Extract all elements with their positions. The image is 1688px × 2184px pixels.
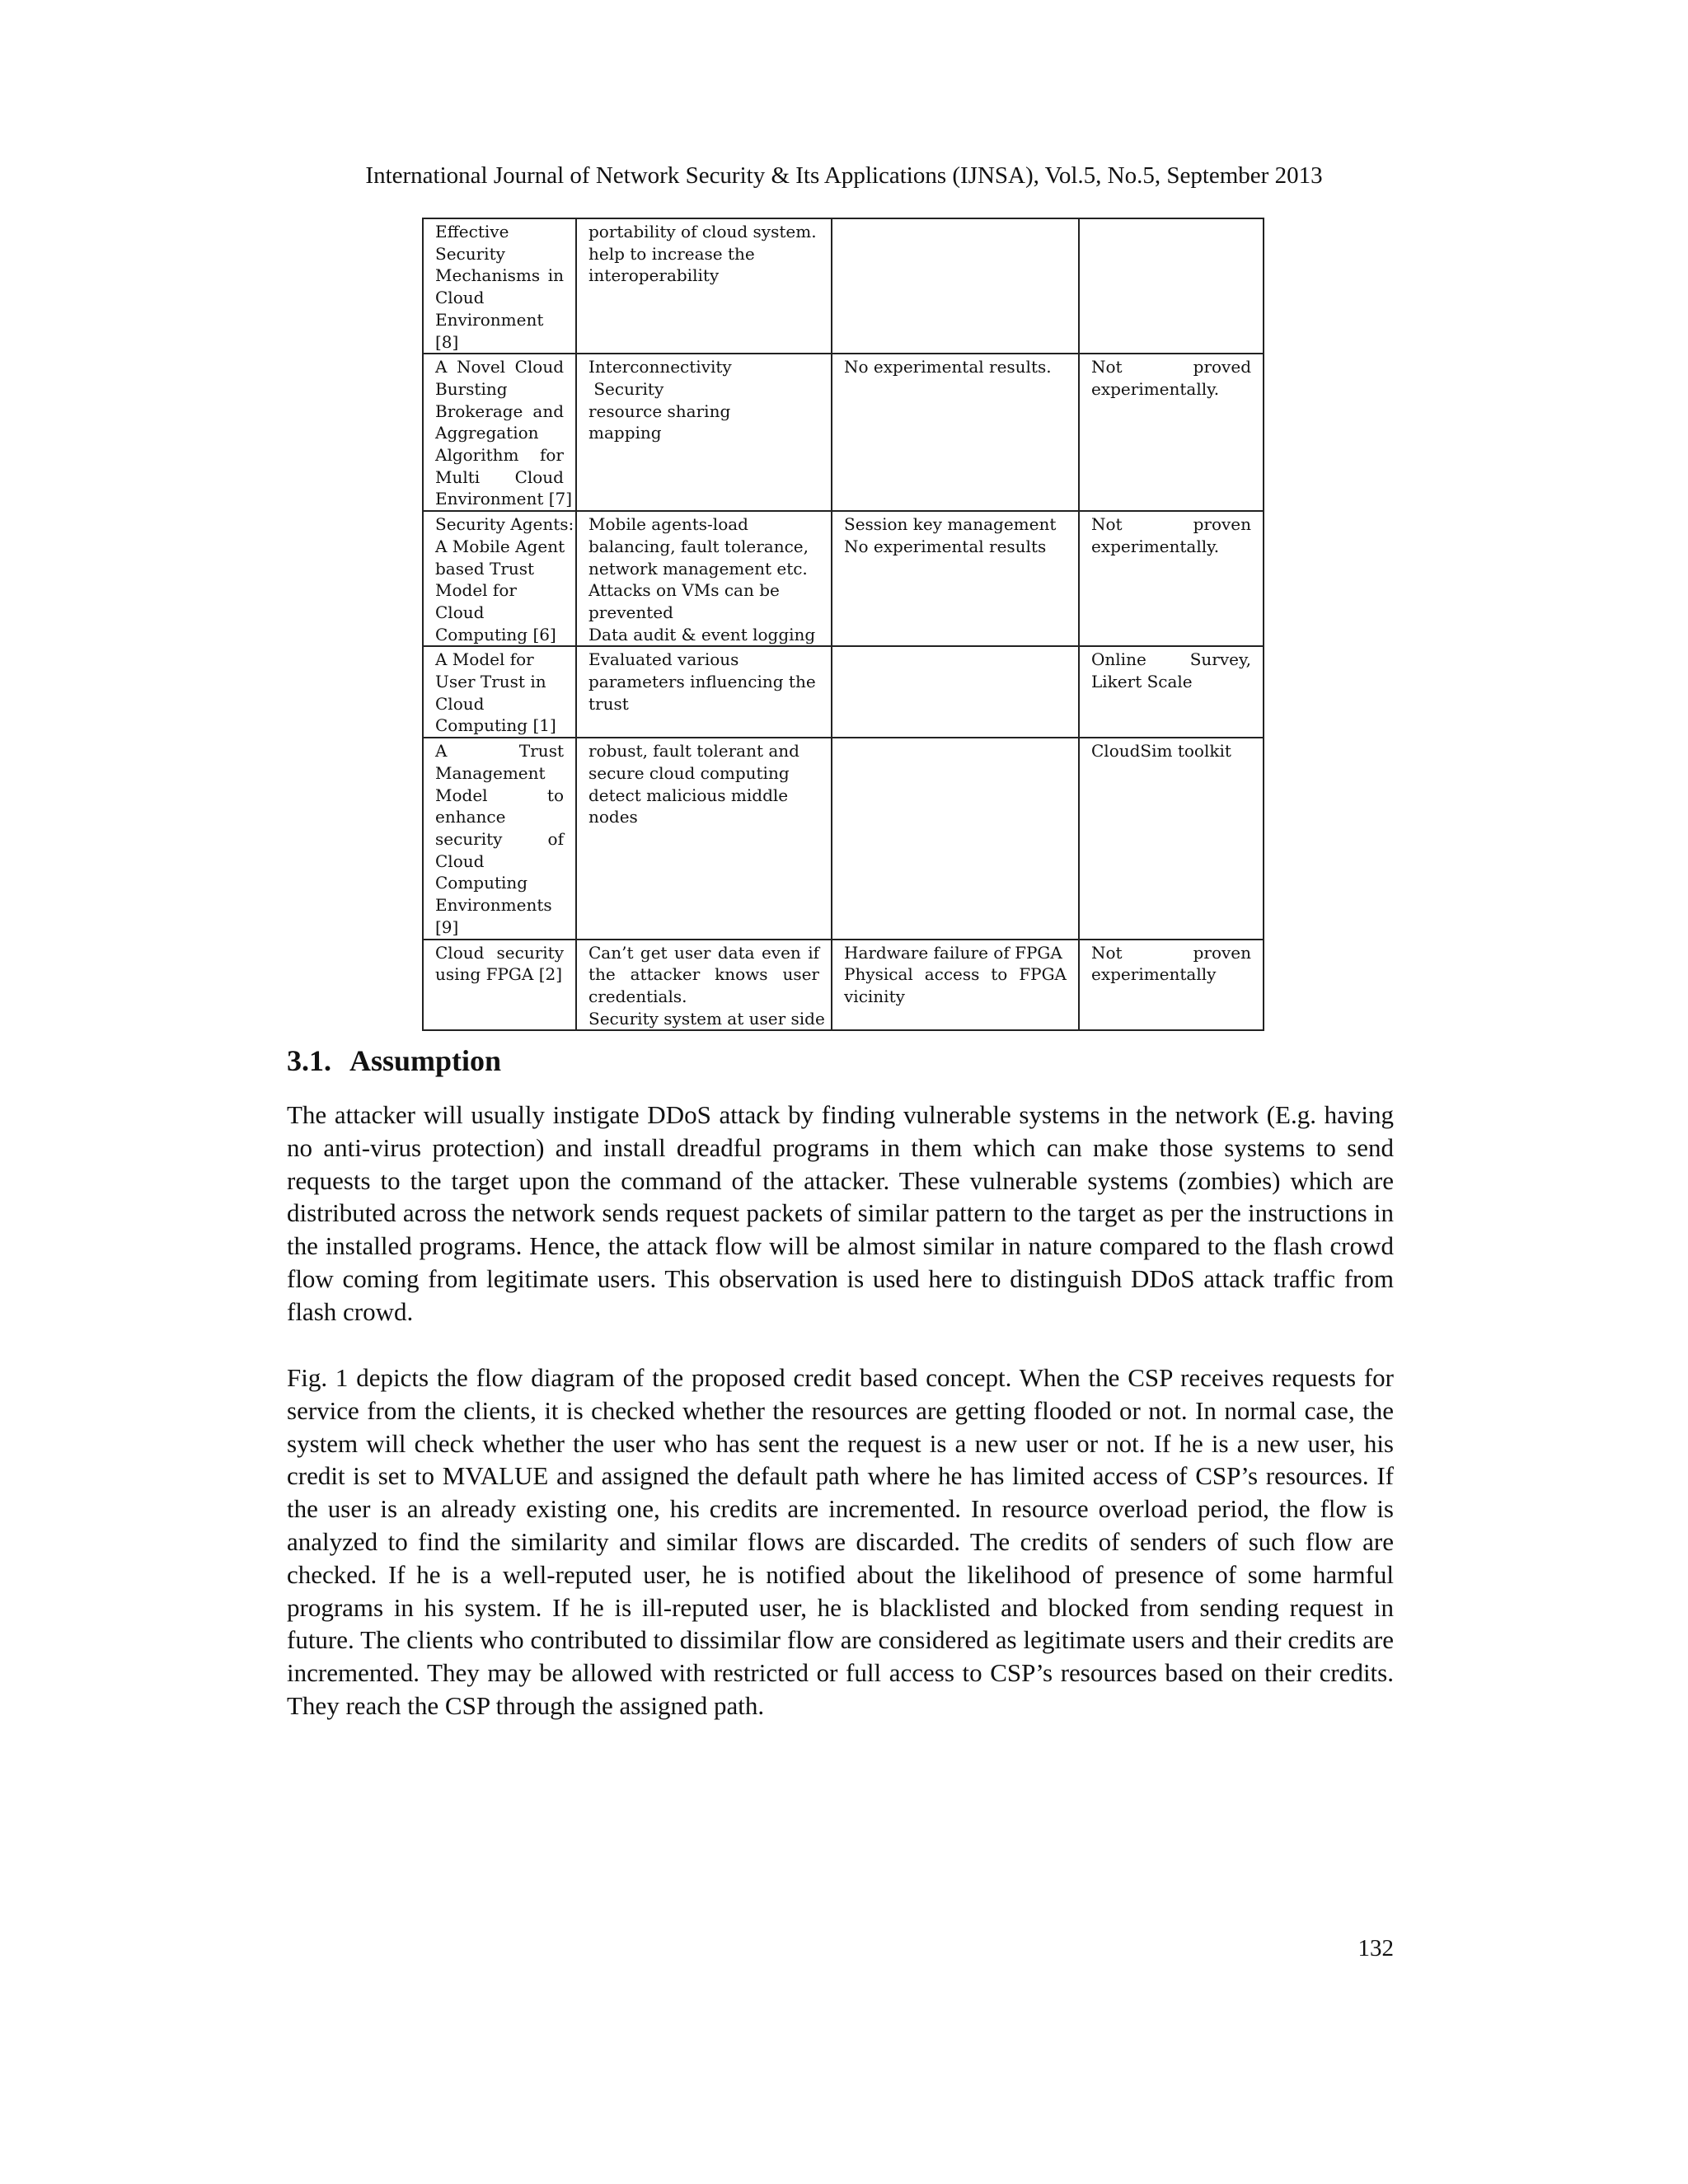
cell-title (423, 738, 576, 939)
cell-line: Not proven (1091, 942, 1251, 963)
cell-line: Computing (435, 873, 528, 893)
body-paragraph: Fig. 1 depicts the flow diagram of the proposed credit based concept. When the CSP receives requests for service from the clients, it is checked whether the resources are getting flooded or not. In normal case, the system will check whether the user who has sent the request is a new user or not. If he is a new user, his credit is set to MVALUE and assigned the default path where he has limited access of CSP’s resources. If the user is an already existing one, his credits are incremented. In resource overload period, the flow is analyzed to find the similarity and similar flows are discarded. The credits of senders of such flow are checked. If he is a well-reputed user, he is notified about the likelihood of presence of some harmful programs in his system. If he is ill-reputed user, he is blacklisted and blocked from sending request in future. The clients who contributed to dissimilar flow are considered as legitimate users and their credits are incremented. They may be allowed with restricted or full access to CSP’s resources based on their credits. They reach the CSP through the assigned path. (287, 1363, 1394, 1720)
cell-issues (832, 218, 1079, 354)
cell-title (423, 511, 576, 646)
cell-line: Cloud (435, 602, 485, 622)
cell-line: Aggregation (435, 423, 539, 443)
table-row (423, 511, 1264, 646)
cell-evaluation (1079, 940, 1264, 1031)
cell-line: Computing [6] (435, 624, 556, 644)
cell-line: Can’t get user data even if (588, 942, 819, 963)
cell-line: CloudSim toolkit (1091, 741, 1231, 762)
cell-line: parameters influencing the (588, 672, 816, 692)
section-heading (287, 1043, 501, 1079)
cell-line: Interconnectivity (588, 357, 732, 377)
table-row (423, 354, 1264, 511)
cell-line: trust (588, 693, 629, 714)
cell-features (576, 218, 832, 354)
cell-features (576, 511, 832, 646)
cell-line: credentials. (588, 986, 687, 1006)
cell-line: Mobile agents-load (588, 514, 748, 535)
cell-line: Management (435, 762, 546, 783)
cell-line: interoperability (588, 265, 720, 286)
cell-features (576, 354, 832, 511)
cell-line: [8] (435, 331, 459, 352)
cell-evaluation (1079, 646, 1264, 738)
cell-evaluation (1079, 511, 1264, 646)
cell-line: Physical access to FPGA (844, 964, 1067, 985)
cell-evaluation (1079, 738, 1264, 939)
cell-line: Likert Scale (1091, 672, 1193, 692)
cell-line: Model to (435, 785, 564, 805)
cell-line: Cloud (435, 693, 485, 714)
cell-line: Online Survey, (1091, 649, 1251, 670)
cell-line: Cloud security (435, 942, 564, 963)
cell-line: security of (435, 828, 564, 849)
survey-table (422, 218, 1264, 1031)
cell-evaluation (1079, 218, 1264, 354)
cell-line: enhance (435, 807, 506, 827)
cell-line: balancing, fault tolerance, (588, 536, 809, 556)
cell-line: Cloud (435, 851, 485, 871)
table-row (423, 218, 1264, 354)
cell-line: A Mobile Agent (435, 536, 565, 556)
cell-line: Algorithm for (435, 445, 564, 466)
cell-title (423, 940, 576, 1031)
cell-line: experimentally. (1091, 378, 1220, 399)
cell-line: Environments (435, 895, 552, 916)
page-number: 132 (1357, 1935, 1394, 1961)
cell-title (423, 218, 576, 354)
cell-line: Brokerage and (435, 401, 564, 421)
cell-line: Computing [1] (435, 715, 556, 736)
cell-line: [9] (435, 916, 459, 937)
section-title: Assumption (349, 1044, 502, 1077)
body-paragraph: The attacker will usually instigate DDoS attack by finding vulnerable systems in the network (E.g. having no anti-virus protection) and install dreadful programs in them which can make those systems to send requests to the target upon the command of the attacker. These vulnerable systems (zombies) which are distributed across the network sends request packets of similar pattern to the target as per the instructions in the installed programs. Hence, the attack flow will be almost similar in nature compared to the flash crowd flow coming from legitimate users. This observation is used here to distinguish DDoS attack traffic from flash crowd. (287, 1100, 1394, 1326)
cell-line: secure cloud computing (588, 762, 790, 783)
cell-line: detect malicious middle (588, 785, 789, 805)
cell-line: the attacker knows user (588, 964, 819, 985)
cell-line: Security Agents: (435, 514, 574, 535)
cell-line: Bursting (435, 378, 508, 399)
cell-line: network management etc. (588, 558, 808, 579)
cell-line: No experimental results. (844, 357, 1052, 377)
cell-line: Environment [7] (435, 489, 573, 509)
cell-line: Attacks on VMs can be (588, 580, 780, 601)
cell-line: Environment (435, 309, 544, 330)
cell-line: resource sharing (588, 401, 731, 421)
cell-line: Not proven (1091, 514, 1251, 535)
cell-line: Multi Cloud (435, 466, 564, 487)
table-row (423, 646, 1264, 738)
cell-evaluation (1079, 354, 1264, 511)
cell-line: Security system at user side (588, 1008, 825, 1029)
cell-line: Model for (435, 580, 517, 601)
cell-line: User Trust in (435, 672, 546, 692)
cell-line: nodes (588, 807, 638, 827)
cell-title (423, 646, 576, 738)
cell-line: based Trust (435, 558, 535, 579)
cell-line: A Trust (435, 741, 564, 762)
cell-issues (832, 354, 1079, 511)
section-number: 3.1. (287, 1044, 331, 1077)
cell-line: vicinity (844, 986, 905, 1006)
cell-line: Hardware failure of FPGA (844, 942, 1062, 963)
cell-line: robust, fault tolerant and (588, 741, 799, 762)
cell-line: Effective (435, 222, 509, 241)
cell-features (576, 738, 832, 939)
cell-features (576, 646, 832, 738)
cell-line: Security (435, 243, 505, 264)
table-row (423, 738, 1264, 939)
cell-line: experimentally (1091, 964, 1217, 985)
cell-line: Security (588, 378, 664, 399)
cell-line: Session key management (844, 514, 1057, 535)
running-header: International Journal of Network Security & Its Applications (IJNSA), Vol.5, No.5, September 2013 (365, 162, 1323, 189)
cell-issues (832, 511, 1079, 646)
cell-line: prevented (588, 602, 673, 622)
cell-line: experimentally. (1091, 536, 1220, 556)
cell-issues (832, 738, 1079, 939)
cell-issues (832, 940, 1079, 1031)
cell-line: Not proved (1091, 357, 1251, 377)
cell-line: Evaluated various (588, 649, 739, 670)
cell-line: No experimental results (844, 536, 1047, 556)
cell-line: using FPGA [2] (435, 964, 563, 985)
cell-line: A Novel Cloud (435, 357, 564, 377)
cell-line: portability of cloud system. (588, 222, 817, 241)
cell-title (423, 354, 576, 511)
cell-line: help to increase the (588, 243, 755, 264)
cell-line: Mechanisms in (435, 265, 564, 286)
table-row (423, 940, 1264, 1031)
cell-issues (832, 646, 1079, 738)
cell-line: mapping (588, 423, 662, 443)
cell-line: Cloud (435, 288, 485, 308)
cell-features (576, 940, 832, 1031)
cell-line: Data audit & event logging (588, 624, 816, 644)
cell-line: A Model for (435, 649, 534, 670)
